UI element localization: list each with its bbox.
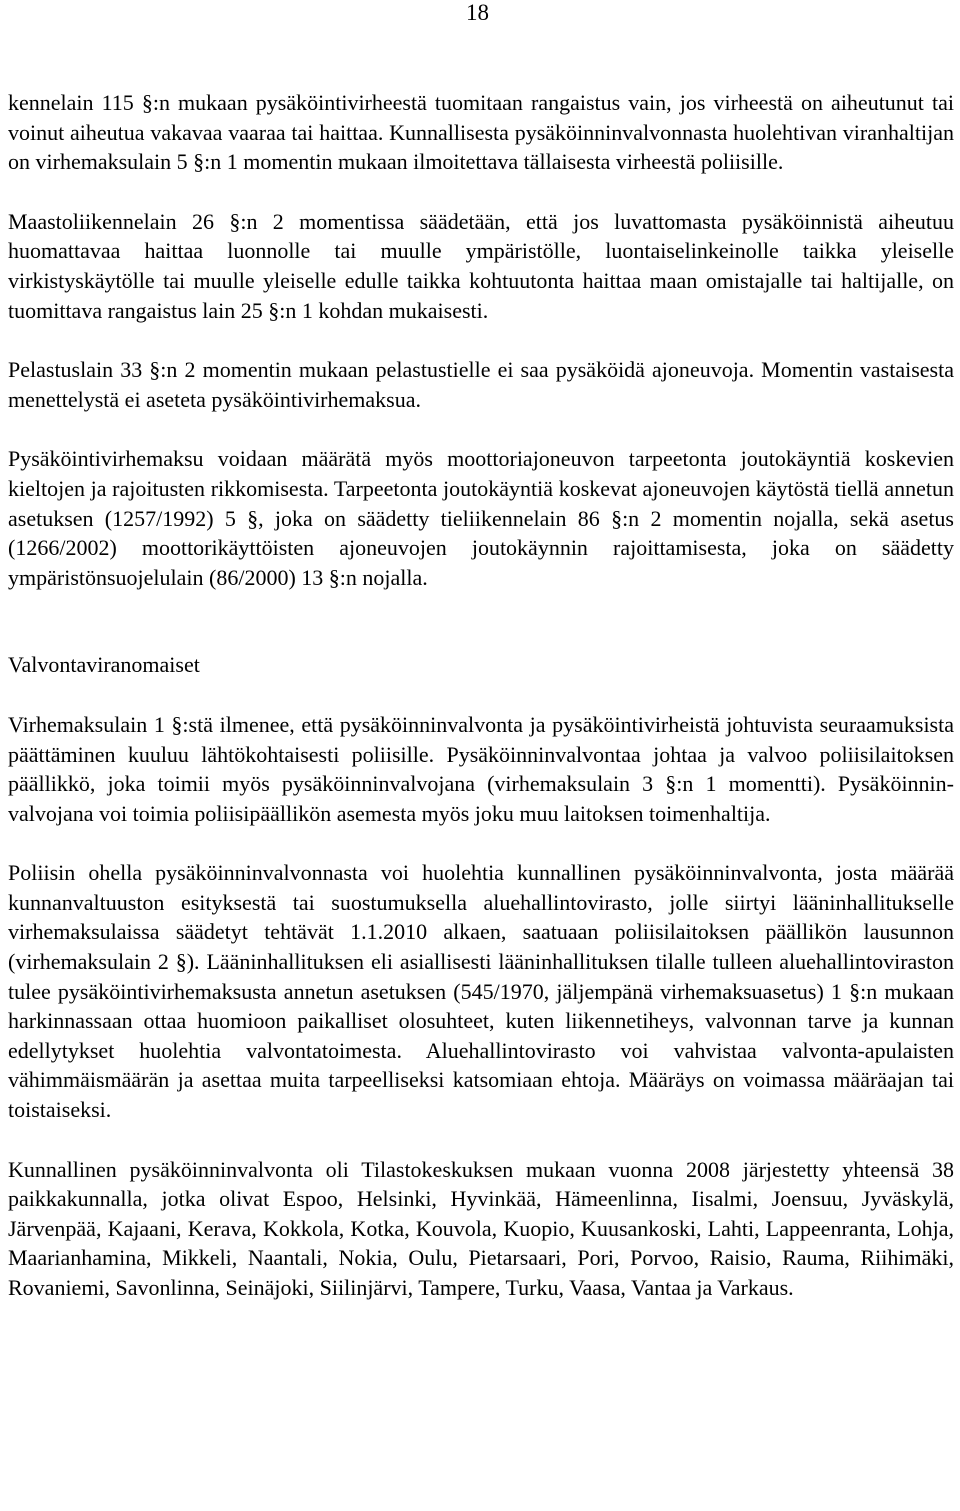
document-body [8, 88, 954, 1333]
paragraph-4: Pysäköintivirhemaksu voidaan määrätä myös moottoriajoneuvon tarpeetonta joutokäyntiä koskevien kieltojen ja rajoitusten rikkomisesta. Tarpeetonta joutokäyntiä koskevat ajoneuvojen käytöstä tiellä annetun asetuksen (1257/1992) 5 §, joka on säädetty tieliikennelain 86 §:n 2 momentin nojalla, sekä asetus (1266/2002) moottorikäyttöisten ajoneuvojen joutokäynnin rajoittamisesta, joka on säädetty ympäristönsuojelulain (86/2000) 13 §:n nojalla. [8, 446, 954, 590]
paragraph-3: Pelastuslain 33 §:n 2 momentin mukaan pelastustielle ei saa pysäköidä ajoneuvoja. Momentin vastaisesta menettelystä ei aseteta pysäköintivirhemaksua. [8, 357, 954, 412]
paragraph-1: kennelain 115 §:n mukaan pysäköintivirheestä tuomitaan rangaistus vain, jos virheestä on aiheutunut tai voinut aiheutua vakavaa vaaraa tai haittaa. Kunnallisesta pysäköinninvalvonnasta huolehtivan viranhaltijan on virhemaksulain 5 §:n 1 momentin mukaan ilmoitettava tällaisesta virheestä poliisille. [8, 90, 954, 175]
paragraph-7: Kunnallinen pysäköinninvalvonta oli Tilastokeskuksen mukaan vuonna 2008 järjestetty yhteensä 38 paikkakunnalla, jotka olivat Espoo, Helsinki, Hyvinkää, Hämeenlinna, Iisalmi, Joensuu, Jyväskylä, Järvenpää, Kajaani, Kerava, Kokkola, Kotka, Kouvola, Kuopio, Kuusankoski, Lahti, Lappeenranta, Lohja, Maarianhamina, Mikkeli, Naantali, Nokia, Oulu, Pietarsaari, Pori, Porvoo, Raisio, Rauma, Riihimäki, Rovaniemi, Savonlinna, Seinäjoki, Siilinjärvi, Tampere, Turku, Vaasa, Vantaa ja Varkaus. [8, 1156, 954, 1300]
page-number: 18 [466, 0, 489, 25]
paragraph-6: Poliisin ohella pysäköinninvalvonnasta voi huolehtia kunnallinen pysäköinninvalvonta, josta määrää kunnanvaltuuston esityksestä tai suostumuksella aluehallintovirasto, jolle siirtyi lääninhallitukselle virhemaksulaissa säädetyt tehtävät 1.1.2010 alkaen, saatuaan poliisilaitoksen päällikön lausunnon (virhemaksulain 2 §). Lääninhallituksen eli asiallisesti lääninhallituksen tilalle tulleen aluehallintoviraston tulee pysäköintivirhemaksusta annetun asetuksen (545/1970, jäljempänä virhemaksuasetus) 1 §:n mukaan harkinnassaan ottaa huomioon paikalliset olosuhteet, kuten liikennetiheys, valvonnan tarve ja kunnan edellytykset huolehtia valvontatoimesta. Aluehallintovirasto voi vahvistaa valvonta-apulaisten vähimmäismäärän ja asettaa muita tarpeelliseksi katsomiaan ehtoja. Määräys on voimassa määräajan tai toistaiseksi. [8, 860, 954, 1123]
section-heading: Valvontaviranomaiset [8, 652, 200, 678]
paragraph-2: Maastoliikennelain 26 §:n 2 momentissa säädetään, että jos luvattomasta pysäköinnistä aiheutuu huomattavaa haittaa luonnolle tai muulle ympäristölle, luontaiselinkeinolle taikka yleiselle virkistyskäytölle tai muulle yleiselle edulle taikka kohtuutonta haittaa maan omistajalle tai haltijalle, on tuomittava rangaistus lain 25 §:n 1 kohdan mukaisesti. [8, 208, 954, 323]
paragraph-5: Virhemaksulain 1 §:stä ilmenee, että pysäköinninvalvonta ja pysäköintivirheistä johtuvista seuraamuksista päättäminen kuuluu lähtökohtaisesti poliisille. Pysäköinninvalvontaa johtaa ja valvoo poliisilaitoksen päällikkö, joka toimii myös pysäköinninvalvojana (virhemaksulain 3 §:n 1 momentti). Pysäköinninvalvojana voi toimia poliisipäällikön asemesta myös joku muu laitoksen toimenhaltija. [8, 711, 954, 826]
